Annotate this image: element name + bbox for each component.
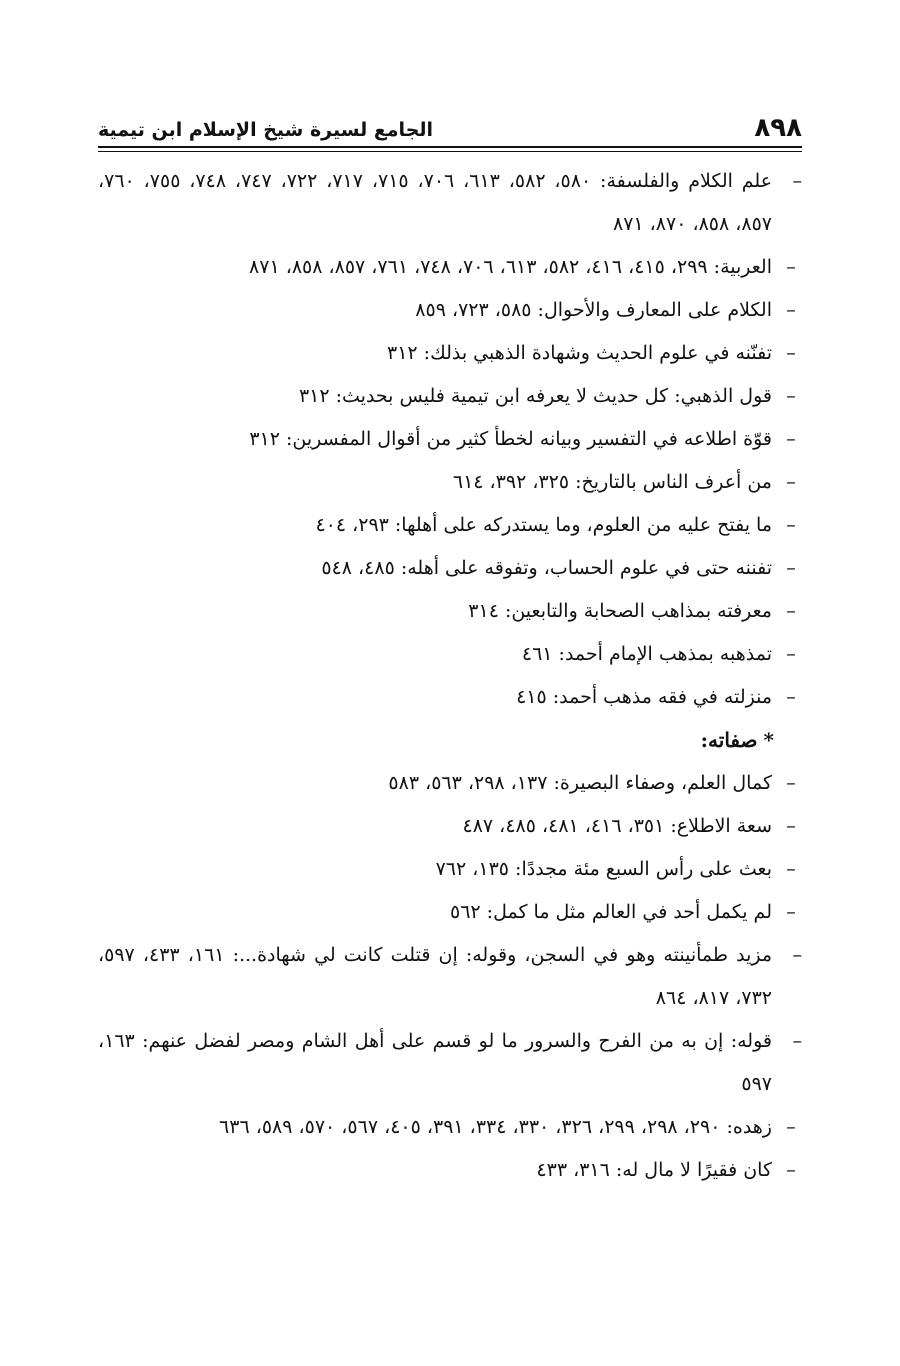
entry-dash: – (786, 1116, 796, 1138)
index-entry (98, 848, 802, 891)
entry-text: قوّة اطلاعه في التفسير وبيانه لخطأ كثير من أقوال المفسرين: ٣١٢ (249, 428, 772, 450)
index-entry (98, 547, 802, 590)
index-entry (98, 504, 802, 547)
entry-text: كمال العلم، وصفاء البصيرة: ١٣٧، ٢٩٨، ٥٦٣، ٥٨٣ (388, 772, 772, 794)
entry-dash: – (786, 815, 796, 837)
entry-text: لم يكمل أحد في العالم مثل ما كمل: ٥٦٢ (450, 901, 772, 923)
entry-text: كان فقيرًا لا مال له: ٣١٦، ٤٣٣ (536, 1159, 772, 1181)
index-entry (98, 934, 802, 1020)
entry-dash: – (786, 471, 796, 493)
index-entry (98, 160, 802, 246)
heading-text: صفاته: (700, 728, 758, 752)
index-entry (98, 590, 802, 633)
index-entry (98, 805, 802, 848)
entry-dash: – (786, 643, 796, 665)
index-content (98, 160, 802, 1192)
entry-dash: – (786, 514, 796, 536)
entry-dash: – (786, 858, 796, 880)
page-header (98, 112, 802, 144)
entry-dash: – (786, 385, 796, 407)
index-entry (98, 891, 802, 934)
entry-text: تفننه حتى في علوم الحساب، وتفوقه على أهله: ٤٨٥، ٥٤٨ (321, 557, 772, 579)
entry-dash: – (786, 256, 796, 278)
entry-text: قول الذهبي: كل حديث لا يعرفه ابن تيمية فليس بحديث: ٣١٢ (298, 385, 772, 407)
index-entry (98, 633, 802, 676)
header-rule-thin (98, 151, 802, 152)
index-entry (98, 1149, 802, 1192)
section-heading (98, 719, 802, 762)
entry-text: زهده: ٢٩٠، ٢٩٨، ٢٩٩، ٣٢٦، ٣٣٠، ٣٣٤، ٣٩١، ٤٠٥، ٥٦٧، ٥٧٠، ٥٨٩، ٦٣٦ (219, 1116, 772, 1138)
entry-text: تمذهبه بمذهب الإمام أحمد: ٤٦١ (521, 643, 772, 665)
entry-text: الكلام على المعارف والأحوال: ٥٨٥، ٧٢٣، ٨٥٩ (415, 299, 772, 321)
entry-dash: – (792, 1030, 802, 1052)
index-entry (98, 1020, 802, 1106)
entry-dash: – (792, 170, 802, 192)
index-entry (98, 676, 802, 719)
running-title: الجامع لسيرة شيخ الإسلام ابن تيمية (98, 119, 434, 141)
entry-text: معرفته بمذاهب الصحابة والتابعين: ٣١٤ (468, 600, 772, 622)
entry-text: مزيد طمأنينته وهو في السجن، وقوله: إن قتلت كانت لي شهادة...: ١٦١، ٤٣٣، ٥٩٧، ٧٣٢، ٨١٧، ٨٦٤ (98, 944, 773, 1009)
entry-dash: – (786, 1159, 796, 1181)
entry-dash: – (786, 772, 796, 794)
entry-dash: – (786, 686, 796, 708)
entry-text: سعة الاطلاع: ٣٥١، ٤١٦، ٤٨١، ٤٨٥، ٤٨٧ (462, 815, 772, 837)
entry-dash: – (786, 901, 796, 923)
header-rule (98, 146, 802, 148)
index-entry (98, 289, 802, 332)
index-entry (98, 332, 802, 375)
entry-dash: – (786, 299, 796, 321)
heading-star: * (763, 728, 774, 752)
index-entry (98, 246, 802, 289)
index-entry (98, 461, 802, 504)
index-entry (98, 418, 802, 461)
page-number: ٨٩٨ (754, 113, 802, 143)
entry-text: بعث على رأس السبع مئة مجددًا: ١٣٥، ٧٦٢ (435, 858, 772, 880)
entry-text: منزلته في فقه مذهب أحمد: ٤١٥ (516, 686, 772, 708)
entry-text: تفنّنه في علوم الحديث وشهادة الذهبي بذلك: ٣١٢ (387, 342, 772, 364)
entry-dash: – (792, 944, 802, 966)
entry-dash: – (786, 428, 796, 450)
entry-dash: – (786, 342, 796, 364)
index-entry (98, 762, 802, 805)
entry-dash: – (786, 557, 796, 579)
index-entry (98, 375, 802, 418)
entry-text: من أعرف الناس بالتاريخ: ٣٢٥، ٣٩٢، ٦١٤ (452, 471, 772, 493)
entry-text: ما يفتح عليه من العلوم، وما يستدركه على أهلها: ٢٩٣، ٤٠٤ (315, 514, 772, 536)
entry-dash: – (786, 600, 796, 622)
entry-text: العربية: ٢٩٩، ٤١٥، ٤١٦، ٥٨٢، ٦١٣، ٧٠٦، ٧٤٨، ٧٦١، ٨٥٧، ٨٥٨، ٨٧١ (249, 256, 772, 278)
index-entry (98, 1106, 802, 1149)
entry-text: قوله: إن به من الفرح والسرور ما لو قسم على أهل الشام ومصر لفضل عنهم: ١٦٣، ٥٩٧ (98, 1030, 772, 1095)
entry-text: علم الكلام والفلسفة: ٥٨٠، ٥٨٢، ٦١٣، ٧٠٦، ٧١٥، ٧١٧، ٧٢٢، ٧٤٧، ٧٤٨، ٧٥٥، ٧٦٠، ٨٥٧، ٨٥٨، ٨٧٠، ٨٧١ (98, 170, 773, 235)
